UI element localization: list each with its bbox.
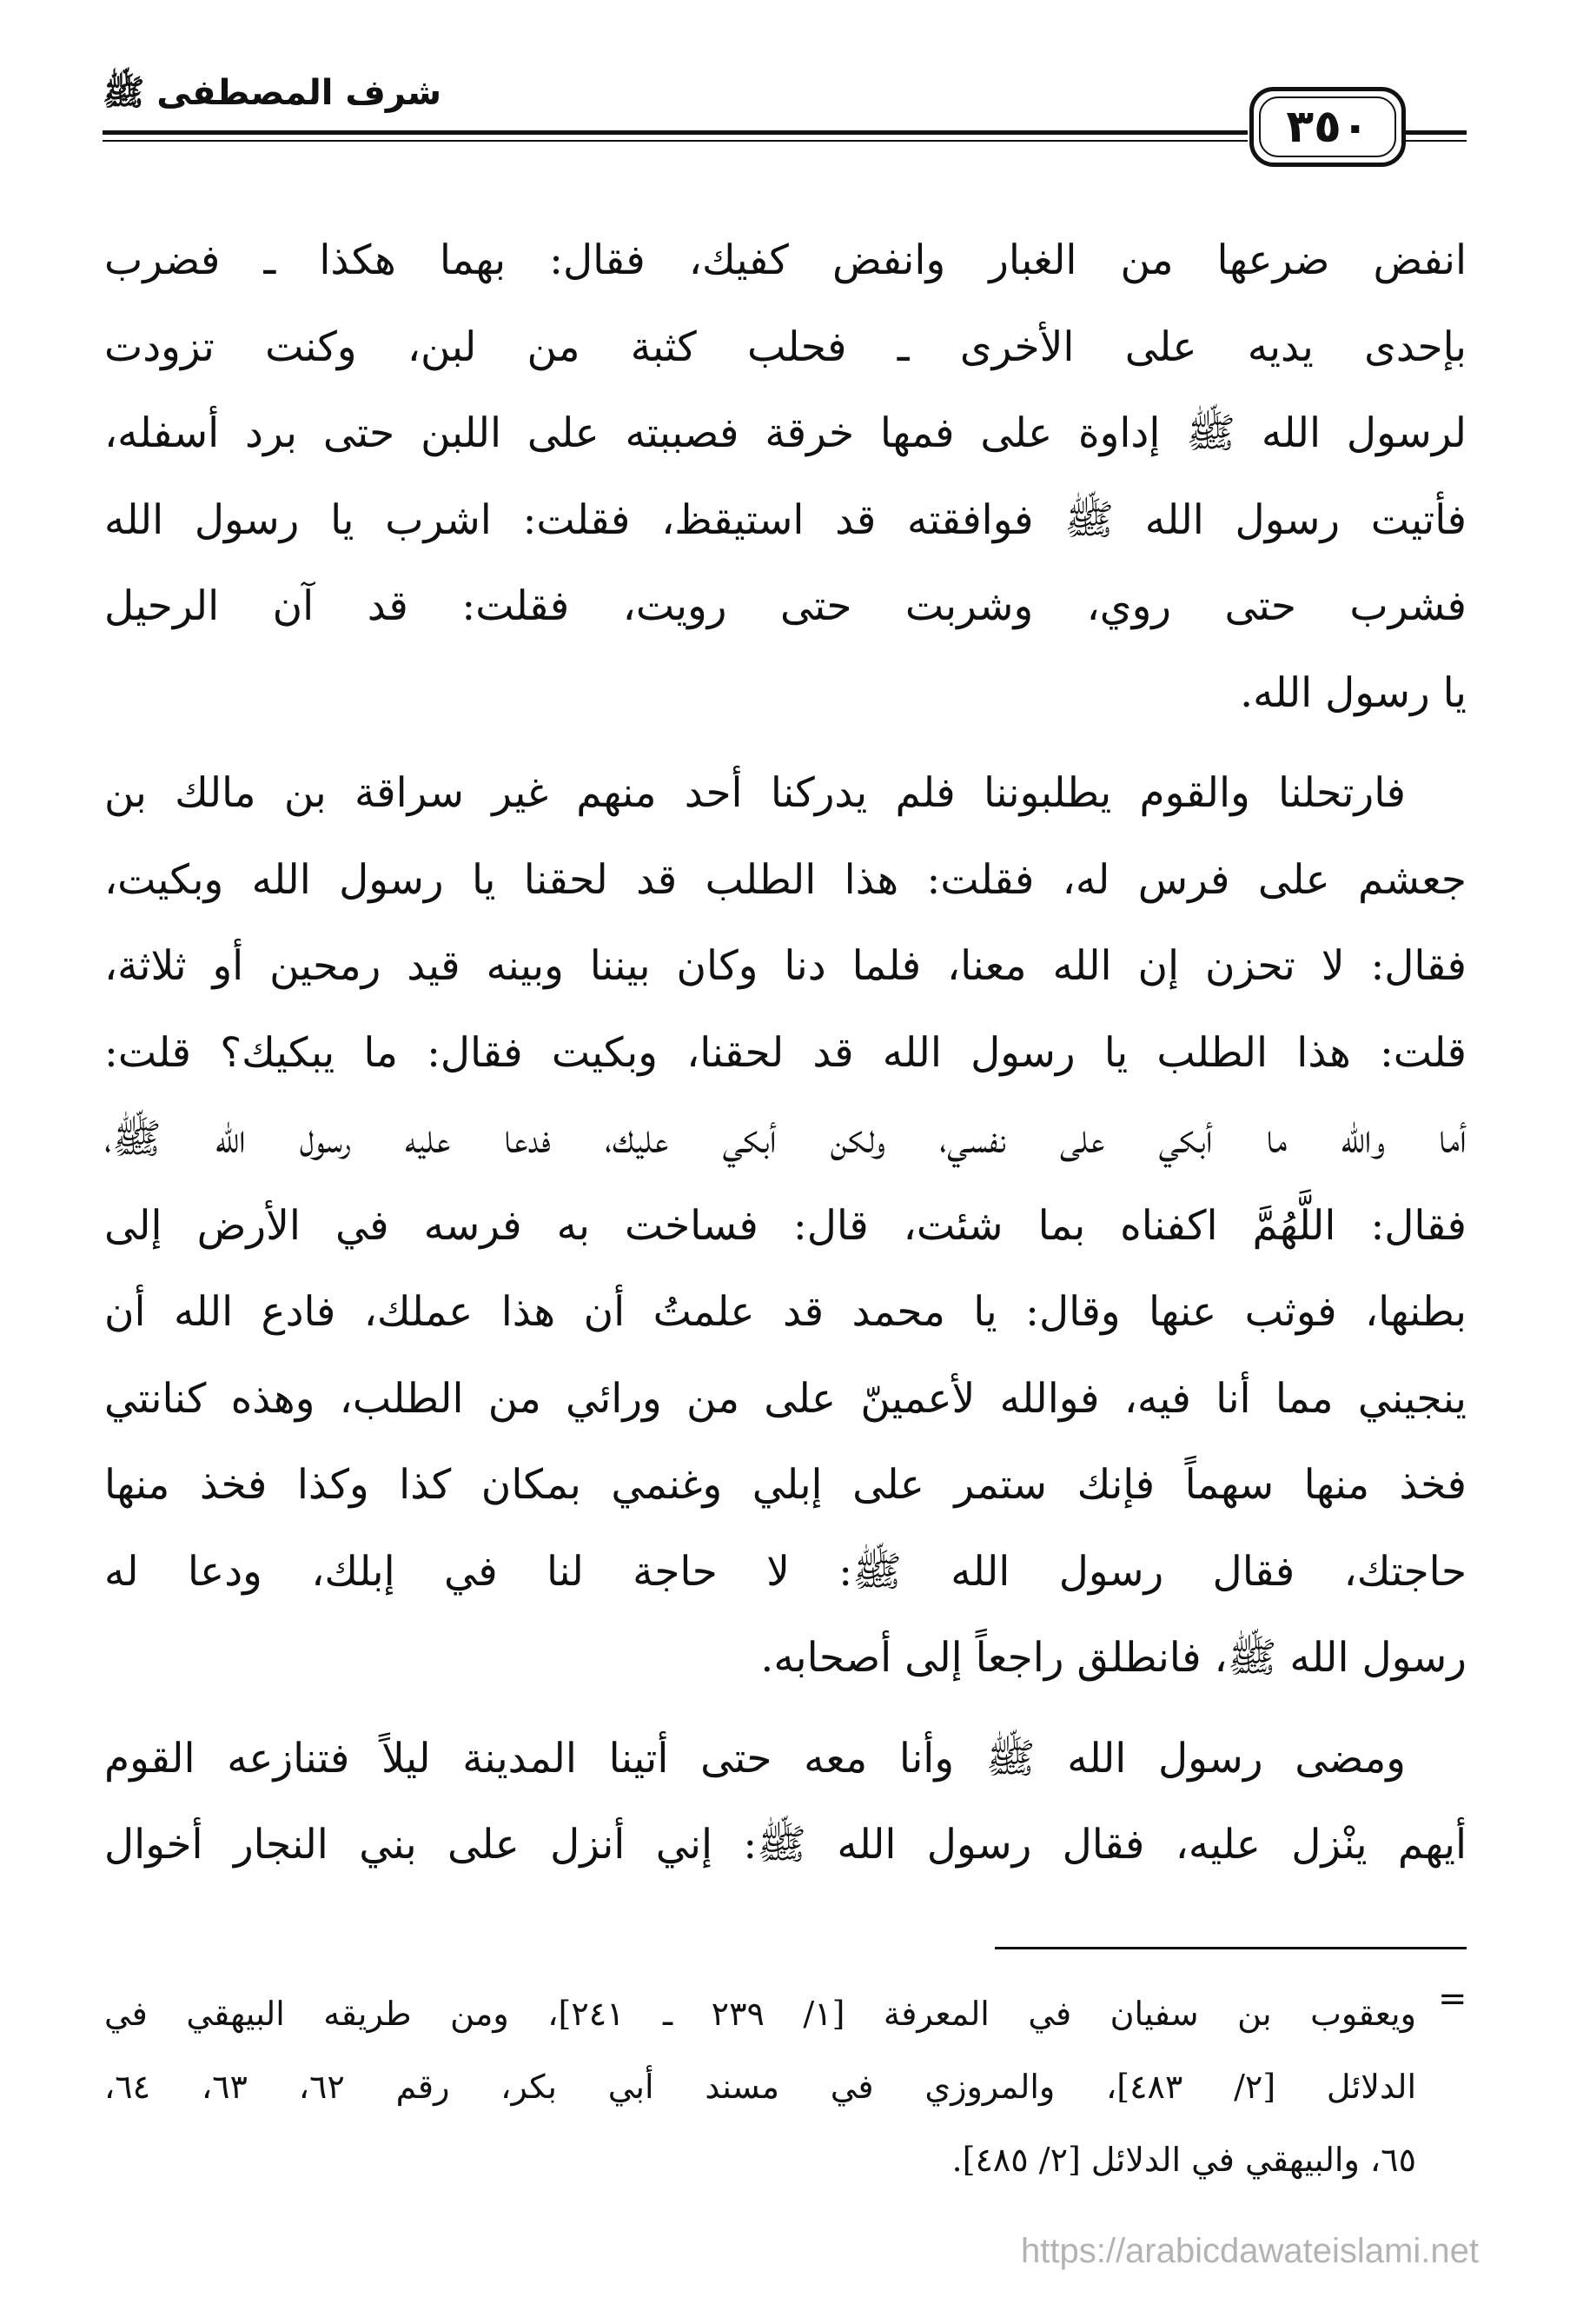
text-line: فقال: لا تحزن إن الله معنا، فلما دنا وكان بيننا وبينه قيد رمحين أو ثلاثة،: [104, 942, 1467, 990]
footnote-continuation-marker: =: [1438, 1979, 1467, 2019]
footnote: [104, 1977, 1416, 2196]
footnote-line: الدلائل [٢/ ٤٨٣]، والمروزي في مسند أبي بكر، رقم ٦٢، ٦٣، ٦٤،: [104, 2068, 1417, 2106]
text-line: قلت: هذا الطلب يا رسول الله قد لحقنا، وبكيت فقال: ما يبكيك؟ قلت:: [104, 1028, 1467, 1077]
text-line: فقال: اللَّهُمَّ اكفناه بما شئت، قال: فساخت به فرسه في الأرض إلى: [104, 1201, 1467, 1250]
main-text: [104, 217, 1467, 1889]
text-line: أما والله ما أبكي على نفسي، ولكن أبكي عليك، فدعا عليه رسول الله ﷺ،: [104, 1115, 1467, 1163]
text-line: يا رسول الله.: [1240, 668, 1467, 717]
header-rule-right-thin: [1406, 140, 1467, 142]
paragraph-2: [104, 750, 1467, 1702]
footnote-line: ٦٥، والبيهقي في الدلائل [٢/ ٤٨٥].: [951, 2141, 1416, 2179]
text-line: بطنها، فوثب عنها وقال: يا محمد قد علمتُ أن هذا عملك، فادع الله أن: [104, 1288, 1467, 1336]
header-rule-right: [1406, 130, 1467, 135]
text-line: لرسول الله ﷺ إداوة على فمها خرقة فصببته على اللبن حتى برد أسفله،: [104, 409, 1467, 457]
text-line: فأتيت رسول الله ﷺ فوافقته قد استيقظ، فقلت: اشرب يا رسول الله: [104, 495, 1467, 544]
text-line: ومضى رسول الله ﷺ وأنا معه حتى أتينا المدينة ليلاً فتنازعه القوم: [104, 1734, 1406, 1783]
text-line: حاجتك، فقال رسول الله ﷺ: لا حاجة لنا في إبلك، ودعا له: [104, 1547, 1467, 1596]
page-number: ٣٥٠: [1286, 101, 1369, 153]
footnote-line: ويعقوب بن سفيان في المعرفة [١/ ٢٣٩ ـ ٢٤١]، ومن طريقه البيهقي في: [104, 1995, 1416, 2033]
header-rule-thin: [103, 140, 1248, 142]
text-line: بإحدى يديه على الأخرى ـ فحلب كثبة من لبن، وكنت تزودت: [104, 322, 1467, 371]
text-line: ينجيني مما أنا فيه، فوالله لأعمينّ على من ورائي من الطلب، وهذه كنانتي: [104, 1374, 1467, 1423]
text-line: جعشم على فرس له، فقلت: هذا الطلب قد لحقنا يا رسول الله وبكيت،: [104, 855, 1467, 904]
text-line: فشرب حتى روي، وشربت حتى رويت، فقلت: قد آن الرحيل: [104, 582, 1467, 630]
running-title: شرف المصطفى ﷺ: [103, 73, 442, 113]
page-header: [103, 71, 1467, 167]
header-rule: [103, 130, 1248, 135]
text-line: فخذ منها سهماً فإنك ستمر على إبلي وغنمي بمكان كذا وكذا فخذ منها: [104, 1461, 1467, 1509]
text-line: أيهم ينْزل عليه، فقال رسول الله ﷺ: إني أنزل على بني النجار أخوال: [104, 1821, 1467, 1869]
text-line: انفض ضرعها من الغبار وانفض كفيك، فقال: بهما هكذا ـ فضرب: [104, 236, 1467, 284]
page-number-frame: [1249, 87, 1406, 167]
text-line: فارتحلنا والقوم يطلبوننا فلم يدركنا أحد منهم غير سراقة بن مالك بن: [104, 769, 1406, 817]
paragraph-3: [104, 1716, 1467, 1889]
footnote-separator: [995, 1947, 1467, 1949]
text-line: رسول الله ﷺ، فانطلق راجعاً إلى أصحابه.: [760, 1634, 1467, 1682]
paragraph-1: [104, 217, 1467, 736]
source-watermark: https://arabicdawateislami.net: [1021, 2232, 1479, 2270]
